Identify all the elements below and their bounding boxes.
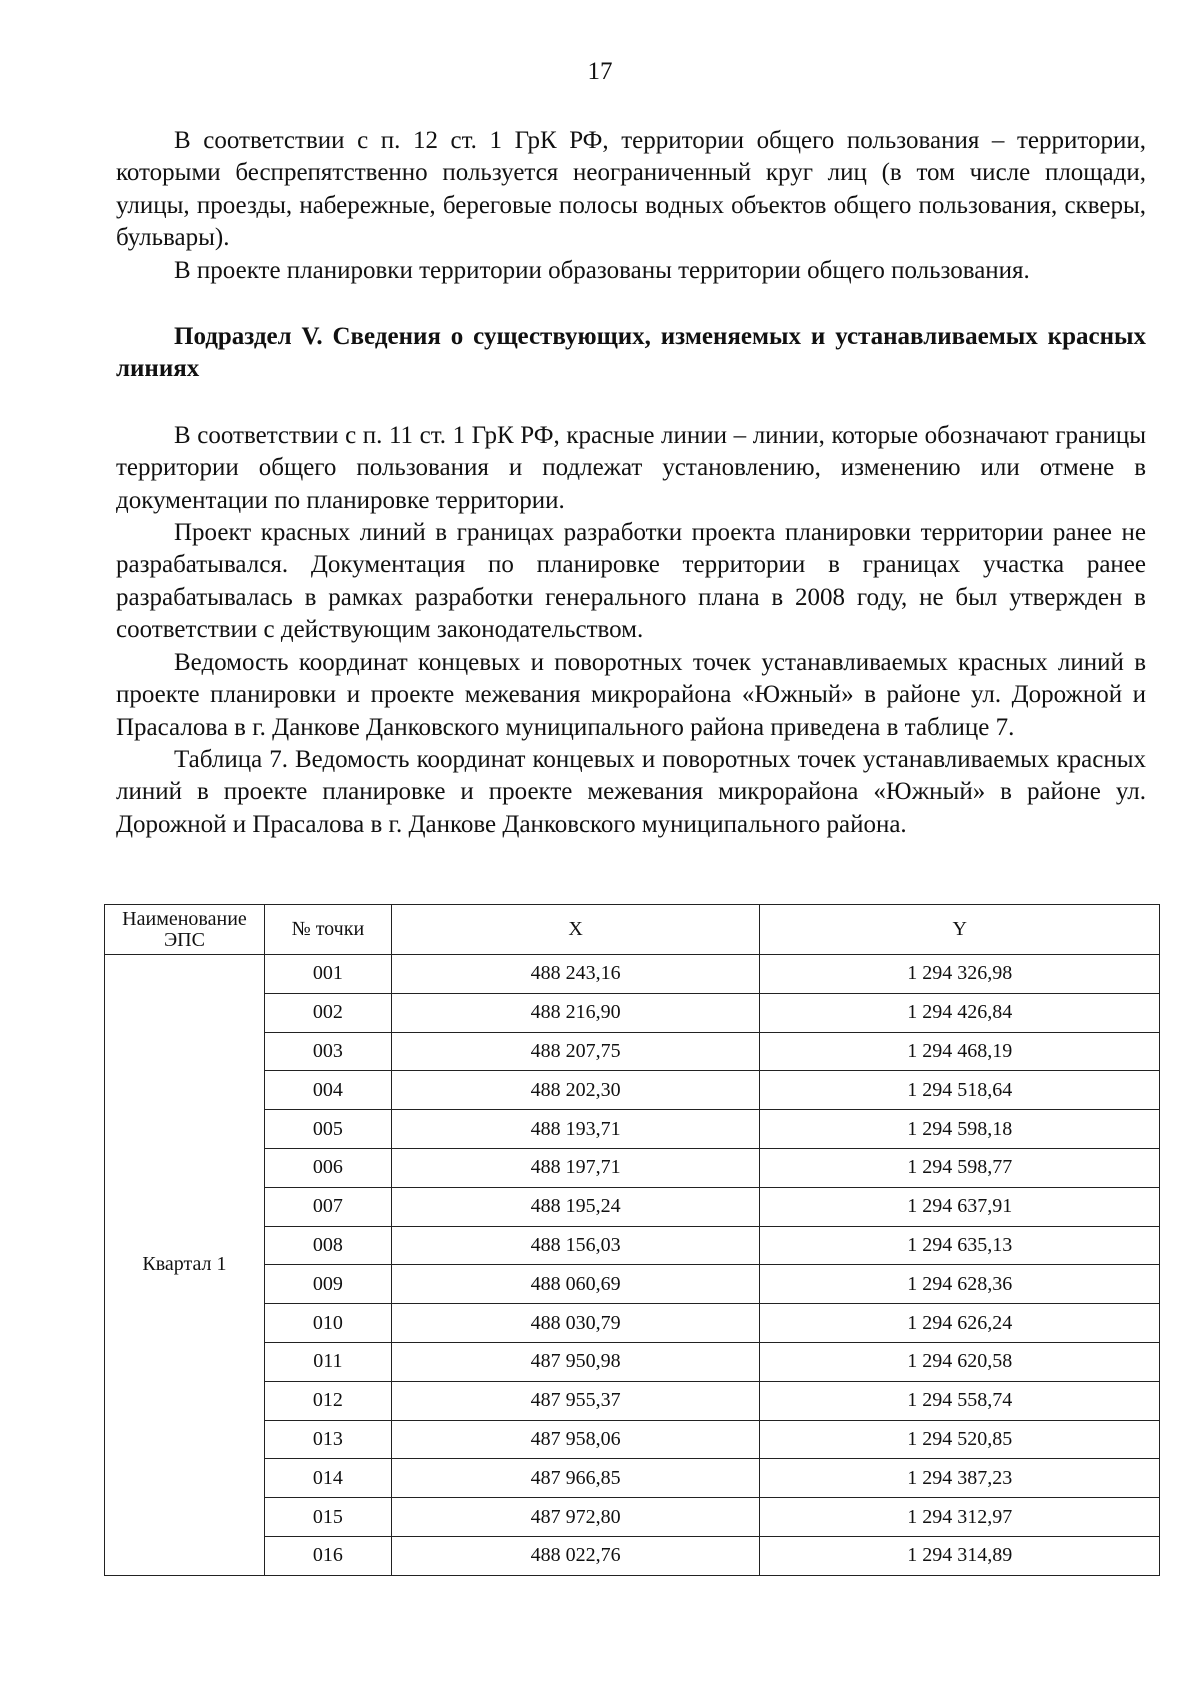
section-heading: Подраздел V. Сведения о существующих, изменяемых и устанавливаемых красных линиях — [116, 323, 1146, 383]
x-cell: 488 202,30 — [391, 1071, 760, 1110]
x-cell: 488 195,24 — [391, 1187, 760, 1226]
y-cell: 1 294 635,13 — [760, 1226, 1160, 1265]
header-eps-name: Наименование ЭПС — [105, 905, 265, 955]
point-cell: 011 — [264, 1342, 391, 1381]
point-cell: 012 — [264, 1381, 391, 1420]
y-cell: 1 294 598,77 — [760, 1148, 1160, 1187]
point-cell: 001 — [264, 955, 391, 994]
point-cell: 014 — [264, 1459, 391, 1498]
x-cell: 487 955,37 — [391, 1381, 760, 1420]
point-cell: 016 — [264, 1536, 391, 1575]
table-row — [105, 955, 1160, 994]
coordinates-table — [104, 904, 1160, 1576]
x-cell: 487 972,80 — [391, 1498, 760, 1537]
table-body — [105, 955, 1160, 1576]
x-cell: 488 193,71 — [391, 1110, 760, 1149]
y-cell: 1 294 626,24 — [760, 1304, 1160, 1343]
y-cell: 1 294 468,19 — [760, 1032, 1160, 1071]
y-cell: 1 294 620,58 — [760, 1342, 1160, 1381]
y-cell: 1 294 628,36 — [760, 1265, 1160, 1304]
paragraph-red-lines-history: Проект красных линий в границах разработки проекта планировки территории ранее не разрабатывался. Документация по планировке территории в границах участка ранее разрабатывалась в рамках разработки генерального плана в 2008 году, не был утвержден в соответствии с действующим законодательством. — [116, 519, 1146, 644]
paragraph-coordinates-statement: Ведомость координат концевых и поворотных точек устанавливаемых красных линий в проекте планировки и проекте межевания микрорайона «Южный» в районе ул. Дорожной и Прасалова в г. Данкове Данковского муниципального района приведена в таблице 7. — [116, 648, 1146, 741]
point-cell: 007 — [264, 1187, 391, 1226]
y-cell: 1 294 314,89 — [760, 1536, 1160, 1575]
header-y: Y — [760, 905, 1160, 955]
y-cell: 1 294 637,91 — [760, 1187, 1160, 1226]
paragraph-public-areas-definition: В соответствии с п. 12 ст. 1 ГрК РФ, территории общего пользования – территории, которыми беспрепятственно пользуется неограниченный круг лиц (в том числе площади, улицы, проезды, набережные, береговые полосы водных объектов общего пользования, скверы, бульвары). — [116, 127, 1146, 252]
y-cell: 1 294 598,18 — [760, 1110, 1160, 1149]
point-cell: 005 — [264, 1110, 391, 1149]
document-body — [116, 125, 1146, 841]
y-cell: 1 294 326,98 — [760, 955, 1160, 994]
y-cell: 1 294 518,64 — [760, 1071, 1160, 1110]
y-cell: 1 294 387,23 — [760, 1459, 1160, 1498]
point-cell: 008 — [264, 1226, 391, 1265]
point-cell: 002 — [264, 993, 391, 1032]
x-cell: 488 060,69 — [391, 1265, 760, 1304]
x-cell: 487 966,85 — [391, 1459, 760, 1498]
paragraph-red-lines-definition: В соответствии с п. 11 ст. 1 ГрК РФ, красные линии – линии, которые обозначают границы территории общего пользования и подлежат установлению, изменению или отмене в документации по планировке территории. — [116, 421, 1146, 514]
x-cell: 488 030,79 — [391, 1304, 760, 1343]
y-cell: 1 294 312,97 — [760, 1498, 1160, 1537]
point-cell: 003 — [264, 1032, 391, 1071]
point-cell: 006 — [264, 1148, 391, 1187]
x-cell: 488 207,75 — [391, 1032, 760, 1071]
y-cell: 1 294 426,84 — [760, 993, 1160, 1032]
x-cell: 488 022,76 — [391, 1536, 760, 1575]
table-caption: Таблица 7. Ведомость координат концевых и поворотных точек устанавливаемых красных линий в проекте планировке и проекте межевания микрорайона «Южный» в районе ул. Дорожной и Прасалова в г. Данкове Данковского муниципального района. — [116, 745, 1146, 838]
point-cell: 015 — [264, 1498, 391, 1537]
x-cell: 488 156,03 — [391, 1226, 760, 1265]
group-name-cell: Квартал 1 — [105, 955, 265, 1576]
paragraph-public-areas-formed: В проекте планировки территории образованы территории общего пользования. — [174, 256, 1030, 284]
point-cell: 009 — [264, 1265, 391, 1304]
point-cell: 013 — [264, 1420, 391, 1459]
point-cell: 004 — [264, 1071, 391, 1110]
y-cell: 1 294 558,74 — [760, 1381, 1160, 1420]
x-cell: 488 197,71 — [391, 1148, 760, 1187]
x-cell: 487 958,06 — [391, 1420, 760, 1459]
x-cell: 488 216,90 — [391, 993, 760, 1032]
header-x: X — [391, 905, 760, 955]
x-cell: 487 950,98 — [391, 1342, 760, 1381]
x-cell: 488 243,16 — [391, 955, 760, 994]
table-header-row — [105, 905, 1160, 955]
point-cell: 010 — [264, 1304, 391, 1343]
page-number: 17 — [587, 58, 613, 85]
y-cell: 1 294 520,85 — [760, 1420, 1160, 1459]
header-point-number: № точки — [264, 905, 391, 955]
